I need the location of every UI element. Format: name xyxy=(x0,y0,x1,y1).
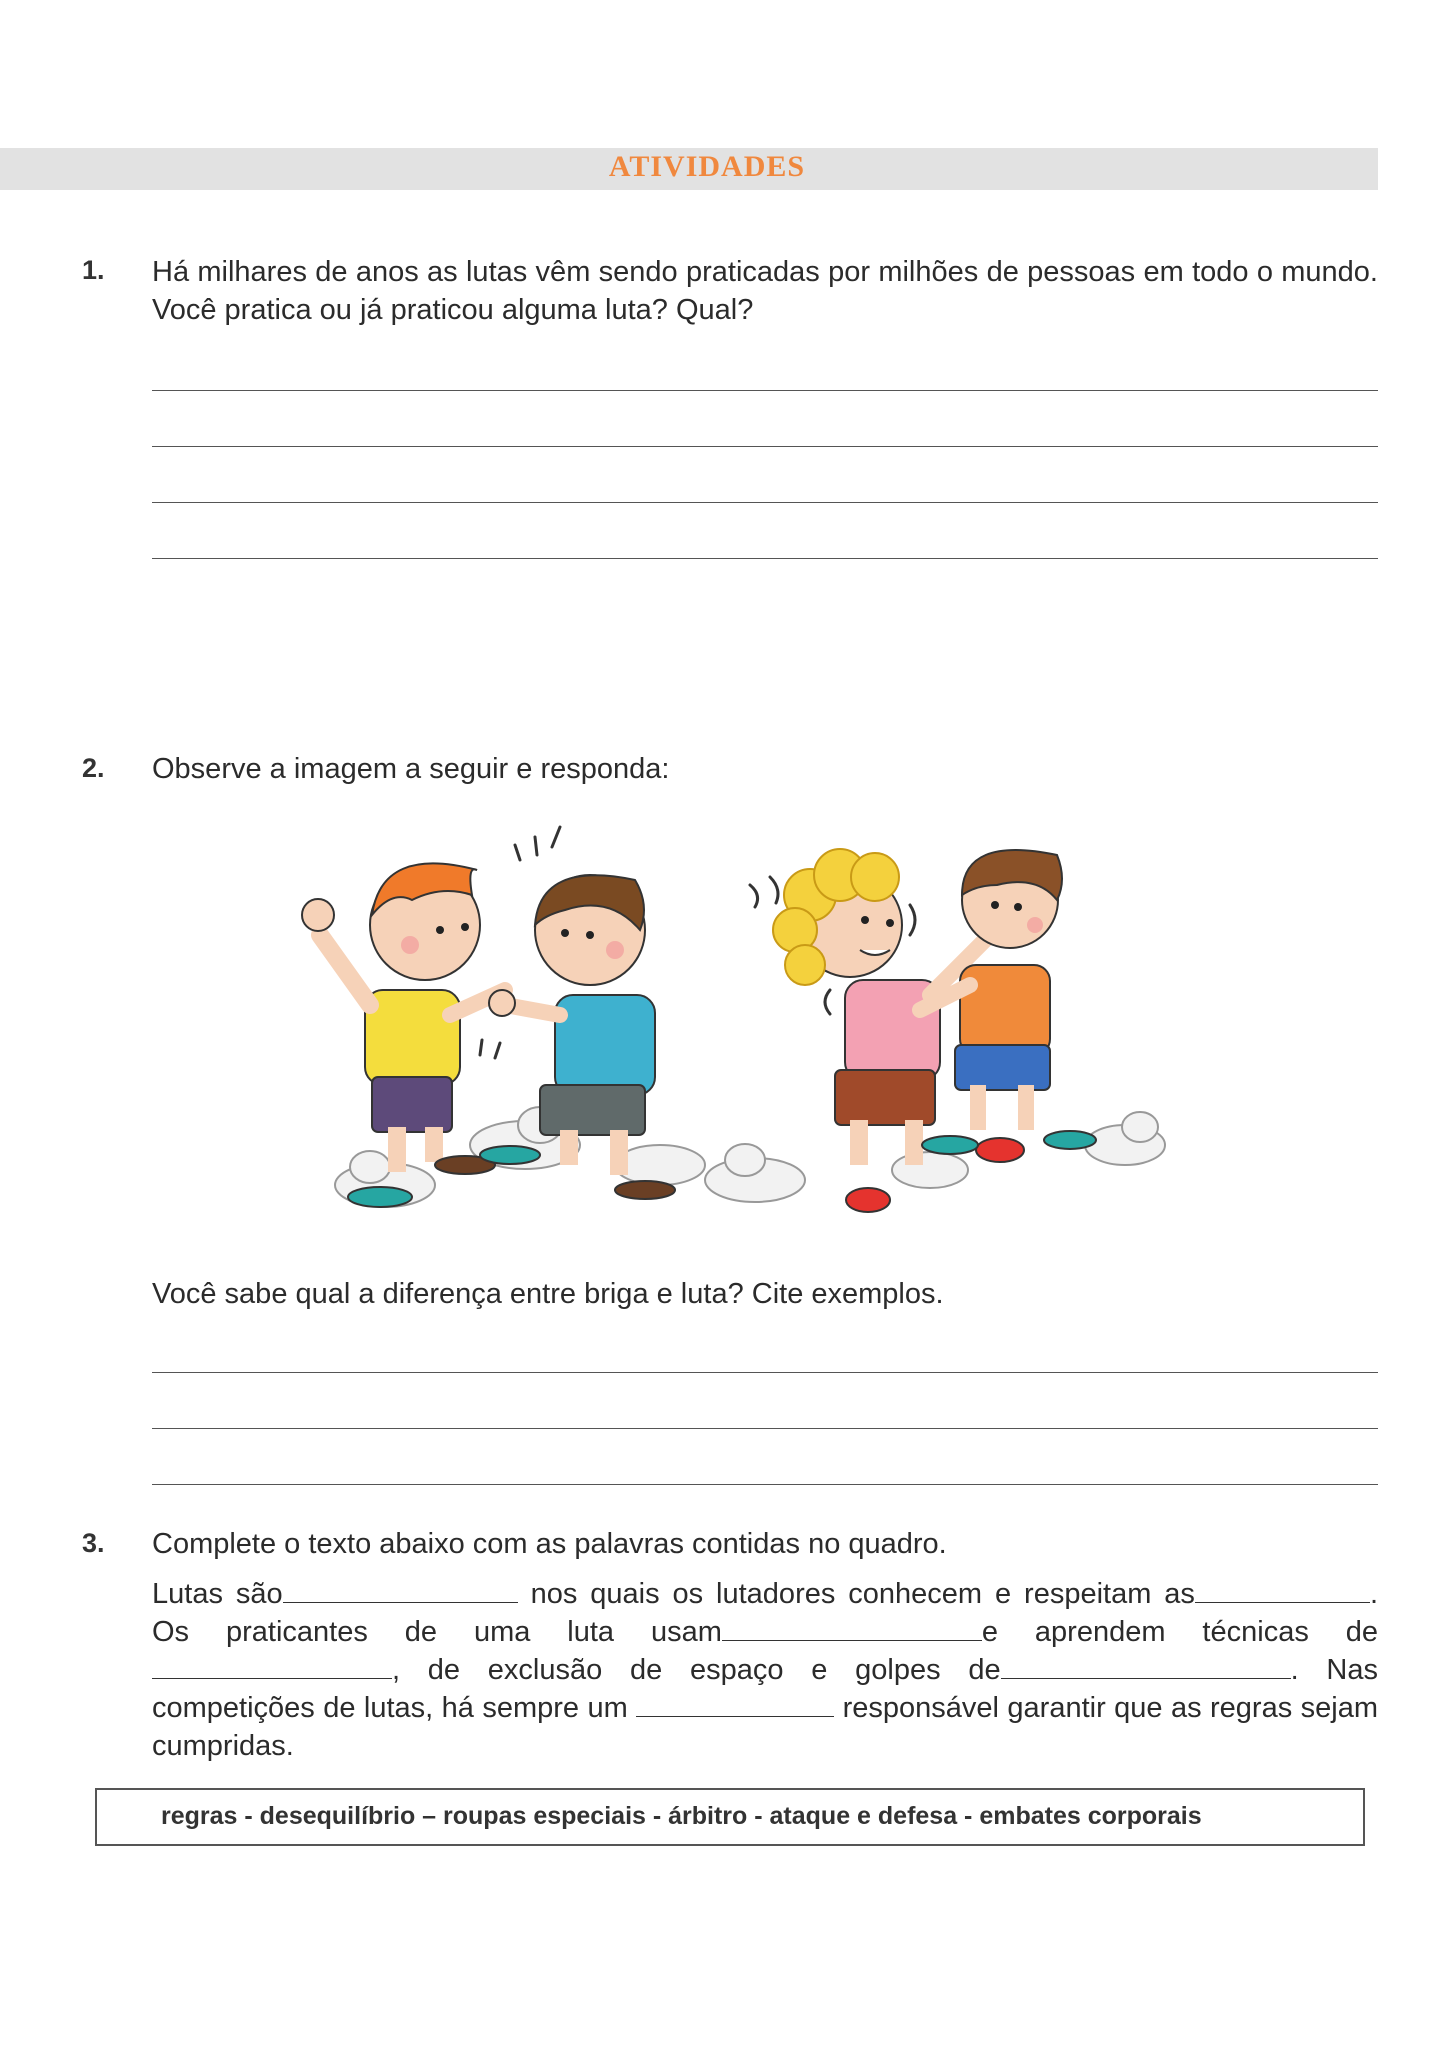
blank-3[interactable] xyxy=(722,1614,982,1641)
answer-line[interactable] xyxy=(152,446,1378,447)
kid-orange-hair xyxy=(302,863,505,1207)
word-bank-text: regras - desequilíbrio – roupas especiais - árbitro - ataque e defesa - embates corporais xyxy=(161,1802,1202,1830)
kids-fighting-illustration xyxy=(290,815,1170,1220)
text-segment: . Os praticantes de uma luta usam xyxy=(152,1578,1378,1648)
page-title: ATIVIDADES xyxy=(608,150,806,183)
answer-line[interactable] xyxy=(152,1372,1378,1373)
blank-6[interactable] xyxy=(636,1690,834,1717)
text-segment: , de exclusão de espaço e golpes de xyxy=(392,1654,1001,1686)
answer-line[interactable] xyxy=(152,1484,1378,1485)
answer-line[interactable] xyxy=(152,502,1378,503)
text-segment: e aprendem técnicas de xyxy=(981,1616,1378,1648)
blank-4[interactable] xyxy=(152,1652,392,1679)
text-segment: Lutas são xyxy=(152,1578,283,1610)
answer-line[interactable] xyxy=(152,558,1378,559)
question-2-number: 2. xyxy=(82,753,105,783)
question-3-instruction: Complete o texto abaixo com as palavras contidas no quadro. xyxy=(152,1528,947,1560)
blank-5[interactable] xyxy=(1001,1652,1291,1679)
blank-2[interactable] xyxy=(1195,1576,1370,1603)
question-1-text: Há milhares de anos as lutas vêm sendo praticadas por milhões de pessoas em todo o mundo. Você pratica ou já praticou alguma luta? Qual? xyxy=(152,256,1378,326)
text-segment: . Nas competições de lutas, há sempre um xyxy=(152,1654,1378,1724)
question-2-text: Você sabe qual a diferença entre briga e luta? Cite exemplos. xyxy=(152,1278,944,1310)
question-3-number: 3. xyxy=(82,1528,105,1558)
blank-1[interactable] xyxy=(283,1576,518,1603)
word-bank-box xyxy=(95,1788,1365,1846)
text-segment: nos quais os lutadores conhecem e respeitam as xyxy=(530,1578,1195,1610)
kid-orange-shirt xyxy=(920,850,1096,1154)
fill-in-paragraph xyxy=(152,1575,1378,1765)
answer-line[interactable] xyxy=(152,1428,1378,1429)
question-2-prompt: Observe a imagem a seguir e responda: xyxy=(152,753,670,785)
question-1-number: 1. xyxy=(82,255,105,285)
answer-line[interactable] xyxy=(152,390,1378,391)
text-segment: responsável garantir que as regras sejam cumpridas. xyxy=(152,1692,1378,1762)
